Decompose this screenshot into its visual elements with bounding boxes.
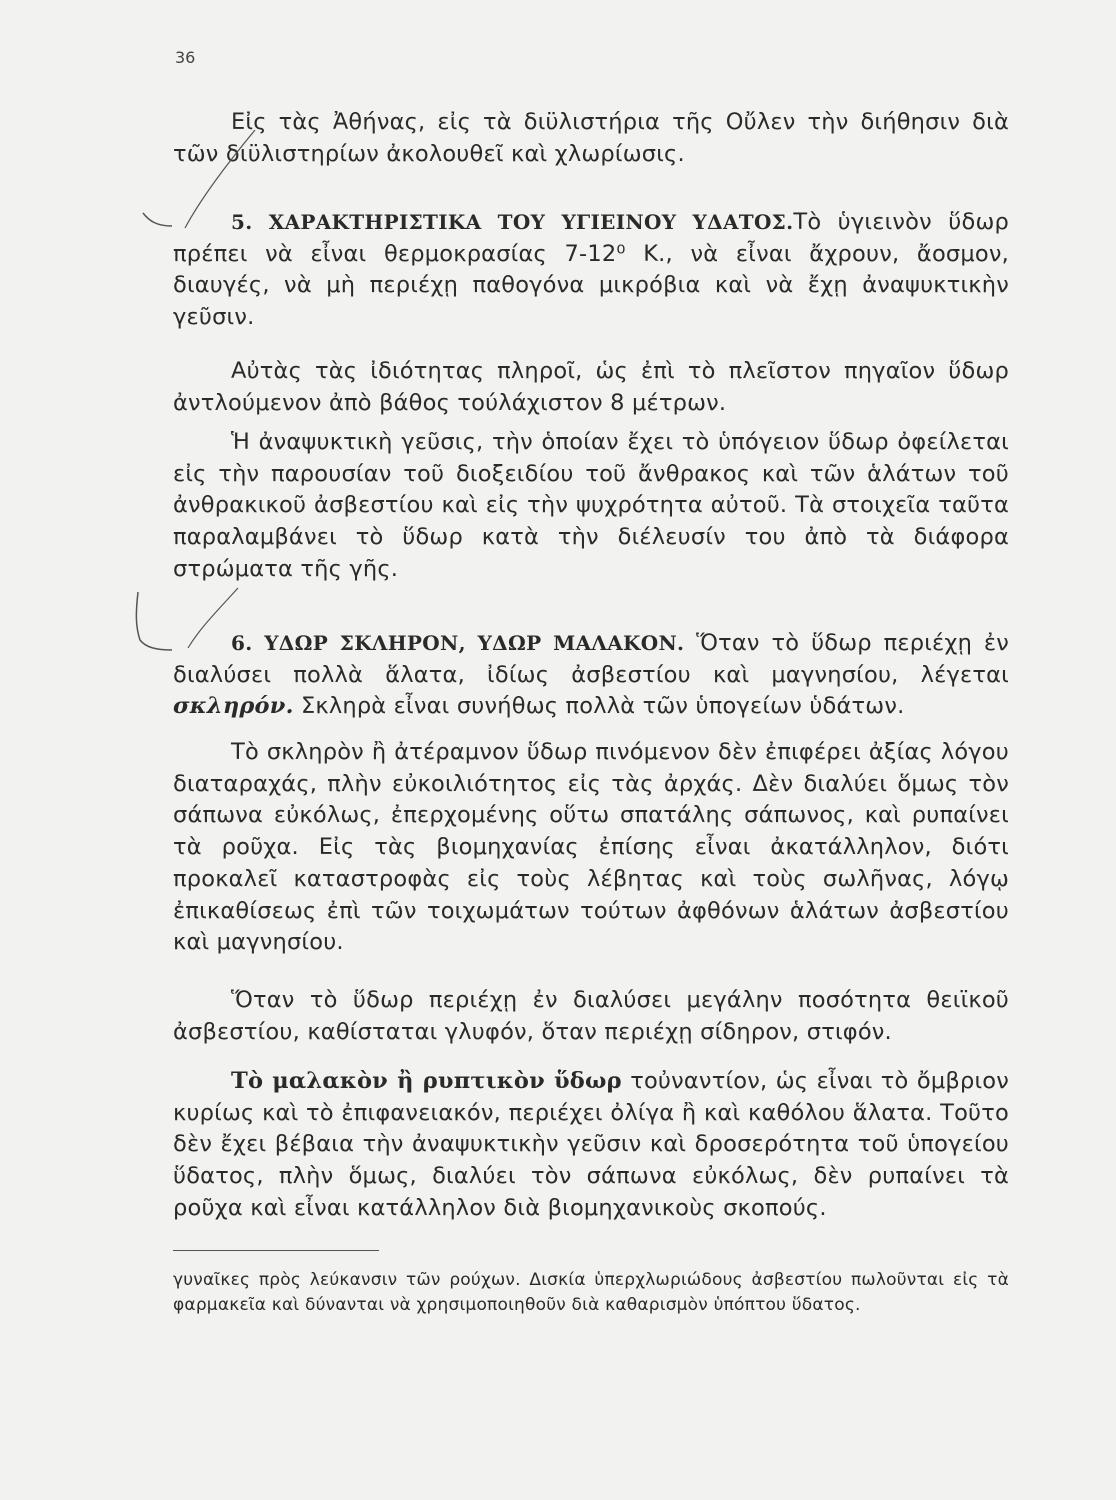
- section-6-paragraph: [173, 628, 1009, 723]
- section-5-healthy-water: [173, 207, 1009, 334]
- paragraph-hard-water-effects: [173, 737, 1009, 959]
- section-5-text: Τὸ ὑγιεινὸν ὕδωρ πρέπει νὰ εἶναι θερμοκρασίας 7-12⁰ Κ., νὰ εἶναι ἄχρουν, ἄοσμον, διαυγές, νὰ μὴ περιέχῃ παθογόνα μικρόβια καὶ νὰ ἔχῃ ἀναψυκτικὴν γεῦσιν.: [173, 209, 1009, 331]
- paragraph-text: Ὅταν τὸ ὕδωρ περιέχῃ ἐν διαλύσει μεγάλην ποσότητα θειϊκοῦ ἀσβεστίου, καθίσταται γλυφόν, ὅταν περιέχῃ σίδηρον, στιφόν.: [173, 987, 1009, 1045]
- soft-water-text: τοὐναντίον, ὡς εἶναι τὸ ὄμβριον κυρίως καὶ τὸ ἐπιφανειακόν, περιέχει ὀλίγα ἢ καὶ καθόλου ἅλατα. Τοῦτο δὲν ἔχει βέβαια τὴν ἀναψυκτικὴν γεῦσιν καὶ δροσερότητα τοῦ ὑπογείου ὕδατος, πλὴν ὅμως, διαλύει τὸν σάπωνα εὐκόλως, δὲν ρυπαίνει τὰ ροῦχα καὶ εἶναι κατάλληλον διὰ βιομηχανικοὺς σκοπούς.: [173, 1068, 1009, 1221]
- footnote-divider: [173, 1250, 379, 1251]
- paragraph-text: Ἡ ἀναψυκτικὴ γεῦσις, τὴν ὁποίαν ἔχει τὸ ὑπόγειον ὕδωρ ὀφείλεται εἰς τὴν παρουσίαν τοῦ διοξειδίου τοῦ ἄνθρακος καὶ τῶν ἁλάτων τοῦ ἀνθρακικοῦ ἀσβεστίου καὶ εἰς τὴν ψυχρότητα αὐτοῦ. Τὰ στοιχεῖα ταῦτα παραλαμβάνει τὸ ὕδωρ κατὰ τὴν διέλευσίν του ἀπὸ τὰ διάφορα στρώματα τῆς γῆς.: [173, 429, 1009, 582]
- paragraph-text: Εἰς τὰς Ἀθήνας, εἰς τὰ διϋλιστήρια τῆς Οὔλεν τὴν διήθησιν διὰ τῶν διϋλιστηρίων ἀκολουθεῖ καὶ χλωρίωσις.: [173, 109, 1009, 167]
- footnote: γυναῖκες πρὸς λεύκανσιν τῶν ρούχων. Δισκία ὑπερχλωριώδους ἀσβεστίου πωλοῦνται εἰς τὰ φαρμακεῖα καὶ δύνανται νὰ χρησιμοποιηθοῦν διὰ καθαρισμὸν ὑπόπτου ὕδατος.: [173, 1270, 1009, 1315]
- section-5-paragraph: [173, 207, 1009, 334]
- paragraph-text: Αὐτὰς τὰς ἰδιότητας πληροῖ, ὡς ἐπὶ τὸ πλεῖστον πηγαῖον ὕδωρ ἀντλούμενον ἀπὸ βάθος τούλάχιστον 8 μέτρων.: [173, 358, 1009, 416]
- paragraph-refreshing-taste: [173, 427, 1009, 586]
- section-6-text-b: Σκληρὰ εἶναι συνήθως πολλὰ τῶν ὑπογείων ὑδάτων.: [300, 693, 905, 720]
- section-5-heading: 5. ΧΑΡΑΚΤΗΡΙΣΤΙΚΑ ΤΟΥ ΥΓΙΕΙΝΟΥ ΥΔΑΤΟΣ.: [231, 210, 794, 234]
- page-number: 36: [175, 48, 196, 67]
- section-6-text-a: Ὅταν τὸ ὕδωρ περιέχῃ ἐν διαλύσει πολλὰ ἅλατα, ἰδίως ἀσβεστίου καὶ μαγνησίου, λέγεται: [173, 630, 1009, 688]
- section-6-heading: 6. ΥΔΩΡ ΣΚΛΗΡΟΝ, ΥΔΩΡ ΜΑΛΑΚΟΝ.: [231, 631, 685, 655]
- paragraph-text: Τὸ σκληρὸν ἢ ἀτέραμνον ὕδωρ πινόμενον δὲν ἐπιφέρει ἀξίας λόγου διαταραχάς, πλὴν εὐκοιλιότητος εἰς τὰς ἀρχάς. Δὲν διαλύει ὅμως τὸν σάπωνα εὐκόλως, ἐπερχομένης οὕτω σπατάλης σάπωνος, καὶ ρυπαίνει τὰ ροῦχα. Εἰς τὰς βιομηχανίας ἐπίσης εἶναι ἀκατάλληλον, διότι προκαλεῖ καταστροφὰς εἰς τοὺς λέβητας καὶ τοὺς σωλῆνας, λόγῳ ἐπικαθίσεως ἐπὶ τῶν τοιχωμάτων τούτων ἀφθόνων ἁλάτων ἀσβεστίου καὶ μαγνησίου.: [173, 739, 1009, 956]
- pencil-check-mark-2: [136, 592, 172, 650]
- hard-water-term: σκληρόν.: [173, 693, 294, 720]
- soft-water-paragraph: [173, 1066, 1009, 1225]
- paragraph-brackish-water: [173, 985, 1009, 1048]
- section-6-hard-soft-water: [173, 628, 1009, 723]
- paragraph-soft-water: [173, 1066, 1009, 1225]
- paragraph-chlorination: [173, 107, 1009, 170]
- paragraph-spring-water: [173, 356, 1009, 419]
- pencil-check-mark-1: [143, 213, 172, 226]
- soft-water-term: Τὸ μαλακὸν ἢ ρυπτικὸν ὕδωρ: [231, 1068, 622, 1094]
